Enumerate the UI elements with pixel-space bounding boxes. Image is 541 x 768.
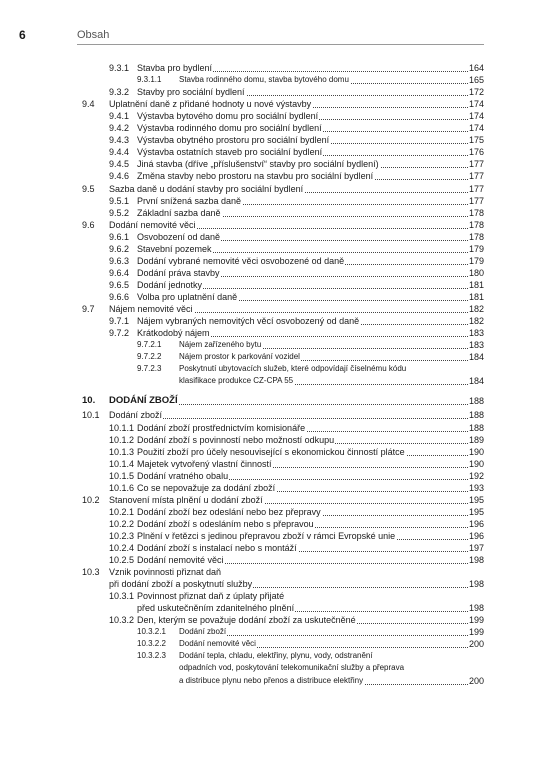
toc-entry-title: Nájem vybraných nemovitých věcí osvobozený od daně	[137, 316, 360, 327]
toc-entry	[0, 303, 541, 315]
toc-entry-number: 9.3.2	[109, 87, 130, 98]
toc-entry-number: 9.7.1	[109, 316, 130, 327]
toc-page-number: 182	[468, 316, 484, 327]
toc-entry-number: 9.4.1	[109, 111, 130, 122]
toc-entry-title: před uskutečněním zdanitelného plnění	[137, 603, 295, 614]
toc-page-number: 164	[468, 63, 484, 73]
toc-entry	[0, 662, 541, 674]
toc-entry	[0, 279, 541, 291]
toc-entry	[0, 530, 541, 542]
toc-entry-title: Stanovení místa plnění u dodání zboží	[109, 494, 263, 505]
toc-entry-number: 9.3.1	[109, 63, 130, 73]
toc-entry	[0, 255, 541, 267]
toc-entry-title: Krátkodobý nájem	[137, 328, 210, 339]
toc-entry-number: 9.7.2.3	[137, 364, 162, 374]
toc-entry	[0, 291, 541, 303]
toc-entry-title: Dodání jednotky	[137, 279, 203, 290]
toc-entry	[0, 339, 541, 351]
toc-entry-title: Majetek vytvořený vlastní činností	[137, 458, 272, 469]
toc-entry-number: 10.3	[82, 567, 100, 578]
toc-entry	[0, 675, 541, 687]
toc-page-number: 183	[468, 328, 484, 339]
toc-entry-title: DODÁNÍ ZBOŽÍ	[109, 395, 178, 407]
toc-entry-title: Výstavba rodinného domu pro sociální bydlení	[137, 123, 322, 134]
toc-entry	[0, 243, 541, 255]
toc-entry	[0, 554, 541, 566]
toc-page-number: 177	[468, 183, 484, 194]
section-title: Obsah	[77, 29, 110, 41]
toc-page-number: 178	[468, 207, 484, 218]
toc-page-number: 190	[468, 446, 484, 457]
toc-entry-title: Změna stavby nebo prostoru na stavbu pro sociální bydlení	[137, 171, 374, 182]
toc-entry-number: 9.4.6	[109, 171, 130, 182]
toc-entry-number: 9.5.2	[109, 207, 130, 218]
toc-entry	[0, 446, 541, 458]
toc-entry-title: Dodání nemovité věci	[179, 639, 256, 649]
toc-entry-title: Dodání práva stavby	[137, 267, 220, 278]
toc-page-number: 174	[468, 99, 484, 110]
toc-entry	[0, 494, 541, 506]
toc-page-number: 177	[468, 171, 484, 182]
toc-page-number: 198	[468, 603, 484, 614]
page-header	[0, 0, 541, 50]
toc-entry	[0, 183, 541, 195]
toc-entry-number: 9.6	[82, 219, 95, 230]
toc-entry-number: 9.7	[82, 304, 95, 314]
toc-page-number: 200	[468, 639, 484, 650]
toc-entry	[0, 219, 541, 231]
toc-entry	[0, 195, 541, 207]
toc-entry-number: 9.5.1	[109, 195, 130, 206]
dot-leader	[109, 418, 480, 419]
toc-page-number: 196	[468, 518, 484, 529]
toc-entry-number: 10.1	[82, 410, 100, 421]
toc-entry-title: První snížená sazba daně	[137, 195, 242, 206]
toc-entry	[0, 315, 541, 327]
toc-entry-title: Stavby pro sociální bydlení	[137, 87, 245, 98]
toc-entry-title: Volba pro uplatnění daně	[137, 292, 238, 302]
toc-entry-number: 9.6.4	[109, 267, 130, 278]
toc-entry	[0, 62, 541, 74]
toc-entry-number: 10.1.4	[109, 458, 135, 469]
toc-entry-title: Stavba rodinného domu, stavba bytového domu	[179, 75, 349, 85]
toc-entry	[0, 409, 541, 421]
toc-entry	[0, 482, 541, 494]
toc-entry-number: 9.6.1	[109, 231, 130, 242]
toc-entry-number: 9.4.3	[109, 135, 130, 146]
page-number: 6	[19, 28, 26, 42]
toc-page-number: 179	[468, 243, 484, 254]
toc-entry	[0, 602, 541, 614]
toc-page-number: 172	[468, 87, 484, 98]
toc-entry-number: 10.2.1	[109, 506, 135, 517]
toc-entry	[0, 74, 541, 86]
toc-entry-number: 10.3.2.3	[137, 651, 166, 661]
toc-entry-title: Výstavba obytného prostoru pro sociální bydlení	[137, 135, 330, 146]
toc-entry	[0, 506, 541, 518]
toc-entry-number: 9.4	[82, 99, 95, 110]
toc-entry	[0, 351, 541, 363]
toc-page-number: 174	[468, 123, 484, 134]
toc-entry-title: Uplatnění daně z přidané hodnoty u nové výstavby	[109, 99, 312, 110]
toc-entry-number: 10.	[82, 395, 96, 407]
toc-page-number: 181	[468, 292, 484, 302]
toc-entry-number: 10.3.2.2	[137, 639, 166, 649]
toc-entry-title: Dodání zboží prostřednictvím komisionáře	[137, 422, 306, 433]
toc-entry	[0, 518, 541, 530]
toc-page-number: 196	[468, 530, 484, 541]
toc-entry	[0, 86, 541, 98]
toc-page-number: 189	[468, 434, 484, 445]
toc-entry	[0, 614, 541, 626]
toc-entry	[0, 578, 541, 590]
toc-entry-number: 10.3.1	[109, 591, 135, 602]
toc-page-number: 174	[468, 111, 484, 122]
toc-entry	[0, 146, 541, 158]
toc-entry-title: Stavební pozemek	[137, 243, 212, 254]
toc-page-number: 188	[468, 396, 484, 407]
toc-entry	[0, 98, 541, 110]
toc-entry-title: Sazba daně u dodání stavby pro sociální bydlení	[109, 183, 304, 194]
toc-entry	[0, 170, 541, 182]
toc-entry-number: 10.3.2	[109, 615, 135, 626]
toc-entry	[0, 231, 541, 243]
toc-page-number: 184	[468, 352, 484, 363]
toc-entry-title: Použití zboží pro účely nesouvisející s ekonomickou činností plátce	[137, 446, 405, 457]
toc-entry	[0, 626, 541, 638]
toc-entry-title: Jiná stavba (dříve „příslušenství“ stavby pro sociální bydlení)	[137, 159, 379, 170]
toc-entry-title: Výstavba ostatních staveb pro sociální bydlení	[137, 147, 323, 158]
toc-entry	[0, 458, 541, 470]
toc-entry-number: 10.3.2.1	[137, 627, 166, 637]
toc-page-number: 188	[468, 410, 484, 421]
toc-page-number: 197	[468, 543, 484, 553]
toc-entry-title: Vznik povinnosti přiznat daň	[109, 567, 222, 578]
toc-entry	[0, 650, 541, 662]
toc-page-number: 181	[468, 279, 484, 290]
toc-entry-number: 9.6.6	[109, 292, 130, 302]
toc-entry	[0, 122, 541, 134]
toc-page-number: 180	[468, 267, 484, 278]
toc-entry-title: Nájem prostor k parkování vozidel	[179, 352, 300, 362]
toc-entry-title: Co se nepovažuje za dodání zboží	[137, 482, 276, 493]
toc-entry-title: Výstavba bytového domu pro sociální bydlení	[137, 111, 319, 122]
toc-entry-title: Den, kterým se považuje dodání zboží za uskutečněné	[137, 615, 356, 626]
toc-page-number: 198	[468, 579, 484, 590]
toc-entry-number: 9.4.4	[109, 147, 130, 158]
toc-entry-title: Dodání nemovité věci	[109, 219, 196, 230]
toc-page-number: 176	[468, 147, 484, 158]
toc-entry-title: Nájem zařízeného bytu	[179, 340, 262, 350]
toc-entry-title: Dodání nemovité věci	[137, 555, 224, 565]
toc-entry-title: Dodání vratného obalu	[137, 470, 229, 481]
toc-entry-number: 9.6.2	[109, 243, 130, 254]
toc-page-number: 188	[468, 422, 484, 433]
toc-entry-number: 10.1.5	[109, 470, 135, 481]
toc-entry-title: Plnění v řetězci s jedinou přepravou zboží v rámci Evropské unie	[137, 530, 396, 541]
toc-page-number: 178	[468, 219, 484, 230]
toc-page-number: 193	[468, 482, 484, 493]
toc-entry	[0, 638, 541, 650]
toc-entry-title: Dodání vybrané nemovité věci osvobozené od daně	[137, 255, 345, 266]
toc-entry-number: 10.2.4	[109, 543, 135, 553]
toc-page-number: 199	[468, 627, 484, 638]
toc-entry-number: 10.2	[82, 494, 100, 505]
toc-page-number: 192	[468, 470, 484, 481]
toc-entry-number: 9.5	[82, 183, 95, 194]
toc-entry-title: Nájem nemovité věci	[109, 304, 193, 314]
toc-page-number: 177	[468, 195, 484, 206]
toc-entry	[0, 327, 541, 339]
toc-entry-title: a distribuce plynu nebo přenos a distribuce elektřiny	[179, 675, 364, 685]
toc-entry-title: Poskytnutí ubytovacích služeb, které odpovídají číselnému kódu	[179, 364, 407, 374]
toc-entry-number: 9.4.5	[109, 159, 130, 170]
toc-entry-number: 10.1.3	[109, 446, 135, 457]
toc-entry-title: Osvobození od daně	[137, 231, 221, 242]
toc-page-number: 179	[468, 255, 484, 266]
toc-page-number: 200	[468, 675, 484, 686]
toc-entry-number: 9.7.2	[109, 328, 130, 339]
toc-entry-title: Dodání zboží bez odeslání nebo bez přepravy	[137, 506, 321, 517]
toc-entry-title: Dodání zboží s instalací nebo s montáží	[137, 543, 297, 553]
toc-entry-number: 9.3.1.1	[137, 75, 162, 85]
toc-entry-number: 10.1.2	[109, 434, 135, 445]
toc-page-number: 184	[468, 376, 484, 387]
toc-entry-number: 9.6.5	[109, 279, 130, 290]
toc-page-number: 182	[468, 304, 484, 314]
toc-page-number: 199	[468, 615, 484, 626]
toc-page-number: 190	[468, 458, 484, 469]
toc-entry-number: 9.6.3	[109, 255, 130, 266]
toc-entry-number: 9.7.2.1	[137, 340, 162, 350]
toc-entry-number: 9.7.2.2	[137, 352, 162, 362]
toc-entry-number: 10.1.6	[109, 482, 135, 493]
toc-entry-title: odpadních vod, poskytování telekomunikační služby a přeprava	[179, 663, 405, 673]
toc-entry-title: Dodání tepla, chladu, elektřiny, plynu, vody, odstranění	[179, 651, 373, 661]
toc-entry	[0, 566, 541, 578]
toc-page-number: 198	[468, 555, 484, 565]
toc-page-number: 178	[468, 231, 484, 242]
toc-entry	[0, 134, 541, 146]
toc-entry	[0, 207, 541, 219]
toc-entry-title: Základní sazba daně	[137, 207, 221, 218]
toc-entry-title: Dodání zboží s povinností nebo možností odkupu	[137, 434, 335, 445]
toc-entry	[0, 158, 541, 170]
toc-entry	[0, 422, 541, 434]
toc-page-number: 183	[468, 340, 484, 351]
toc-entry-title: Stavba pro bydlení	[137, 63, 213, 73]
toc-entry	[0, 267, 541, 279]
toc-chapter	[0, 395, 541, 407]
toc-entry-title: Dodání zboží	[109, 410, 163, 421]
toc-entry-title: Dodání zboží s odesláním nebo s přepravou	[137, 518, 314, 529]
toc-page-number: 175	[468, 135, 484, 146]
toc-entry	[0, 470, 541, 482]
toc-entry-number: 10.2.3	[109, 530, 135, 541]
toc-entry-title: klasifikace produkce CZ-CPA 55	[179, 376, 294, 386]
toc-entry	[0, 363, 541, 375]
toc-entry-number: 9.4.2	[109, 123, 130, 134]
toc-entry	[0, 375, 541, 387]
toc-page-number: 165	[468, 75, 484, 86]
toc-entry-number: 10.2.5	[109, 555, 135, 565]
toc-entry-number: 10.1.1	[109, 422, 135, 433]
header-divider	[77, 44, 484, 45]
toc-entry-title: Povinnost přiznat daň z úplaty přijaté	[137, 591, 285, 602]
toc-entry-title: Dodání zboží	[179, 627, 227, 637]
toc-entry	[0, 542, 541, 554]
toc-entry	[0, 434, 541, 446]
toc-entry	[0, 590, 541, 602]
toc-entry	[0, 110, 541, 122]
toc-entry-number: 10.2.2	[109, 518, 135, 529]
toc-entry-title: při dodání zboží a poskytnutí služby	[109, 579, 253, 590]
toc-page-number: 195	[468, 494, 484, 505]
toc-page-number: 177	[468, 159, 484, 170]
toc-page-number: 195	[468, 506, 484, 517]
